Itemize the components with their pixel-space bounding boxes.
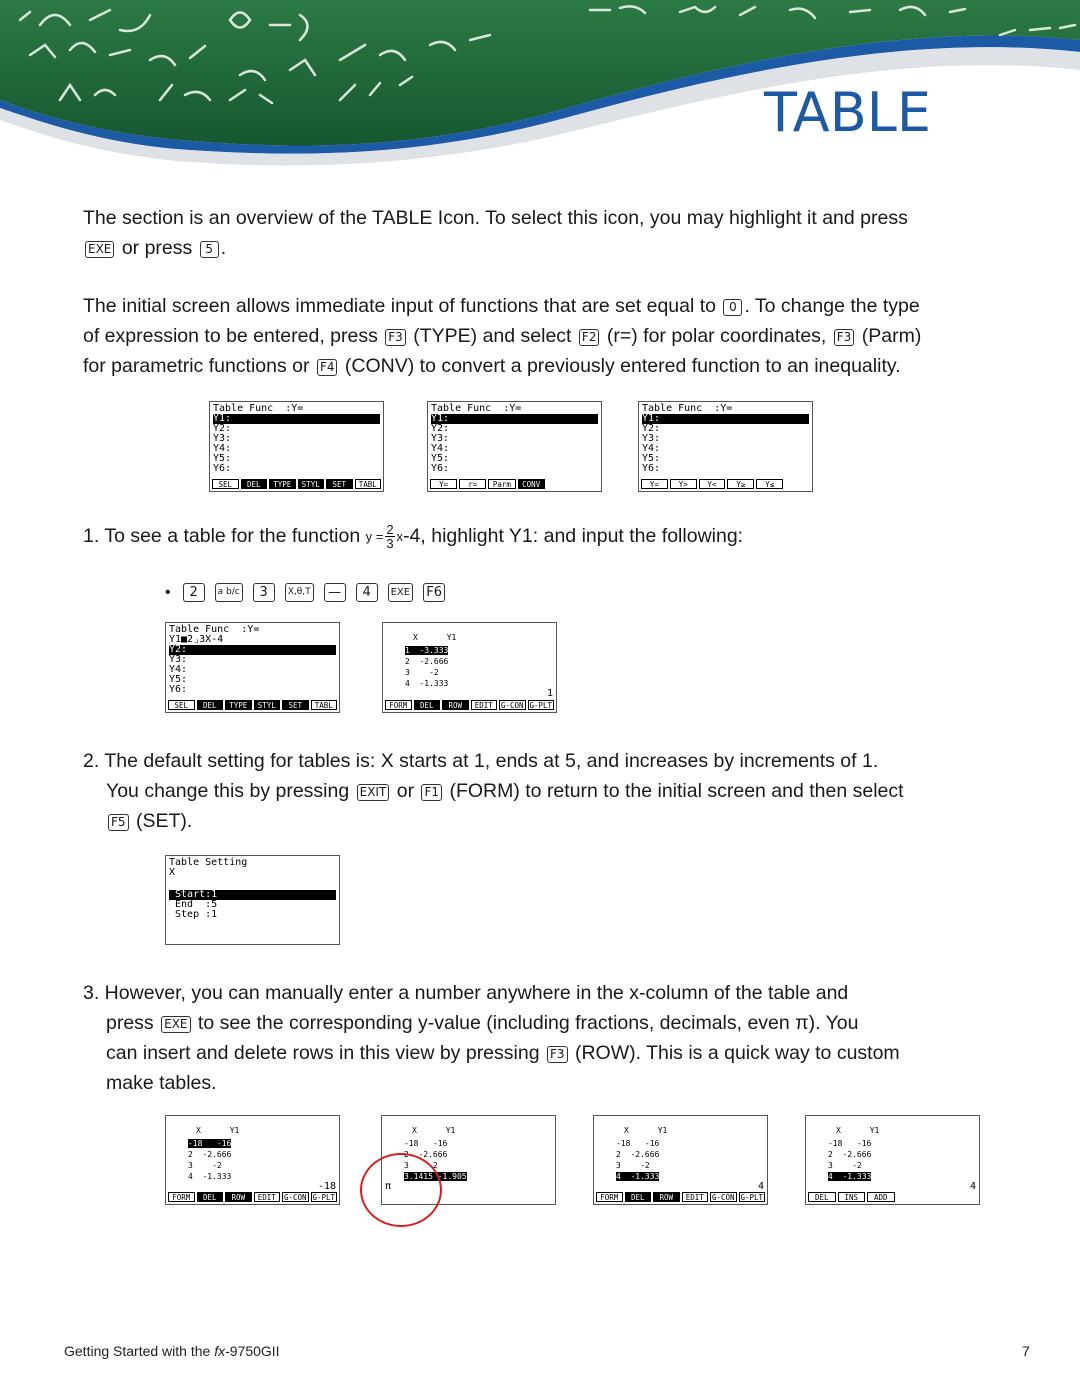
step2-line3: (SET).: [135, 810, 193, 832]
screen-row: Table Func :Y=: [169, 624, 260, 635]
fkey-g-con: G-CON: [283, 1193, 307, 1202]
function-key-bar: [808, 1192, 977, 1202]
f6-key: F6: [423, 583, 445, 602]
screen-row: Y4:: [431, 443, 450, 454]
table-row: 2 -2.666: [188, 1150, 232, 1159]
screen-row: Y5:: [431, 453, 450, 464]
fkey-edit: EDIT: [254, 1192, 281, 1202]
screen-row: Y4:: [213, 443, 232, 454]
screen-row: Table Func :Y=: [213, 403, 304, 414]
fkey-set: SET: [326, 479, 353, 489]
footer-title: [64, 1343, 280, 1359]
table-row: 3 -2: [616, 1161, 650, 1170]
fkey-tabl: TABL: [311, 700, 338, 710]
table-corner-value: 4: [757, 1181, 764, 1192]
fkey-row: ROW: [653, 1192, 680, 1202]
calc-screen-func-entered: [165, 622, 340, 713]
screen-row: Table Func :Y=: [642, 403, 733, 414]
screen-row: Y4:: [642, 443, 661, 454]
table-row: -18 -16: [404, 1139, 448, 1148]
screen-row: Y2:: [642, 423, 661, 434]
screen-row: Y4:: [169, 664, 188, 675]
exe-key: EXE: [85, 241, 114, 258]
calc-screen-type-menu: [427, 401, 602, 492]
table-cell-selected: 4 -1.333: [828, 1172, 872, 1181]
initial-paragraph: [83, 291, 1023, 381]
table-row: 3 -2: [188, 1161, 222, 1170]
fkey-y-ge: Y≥: [727, 479, 754, 489]
key-5: 5: [200, 241, 219, 258]
screen-row-selected: Y1:: [213, 414, 380, 424]
fkey-g-plt: G-PLT: [529, 701, 553, 710]
step3-text: [83, 978, 1023, 1098]
f3-key: F3: [547, 1046, 568, 1063]
table-row: 2 -2.666: [405, 657, 449, 666]
fkey-form: FORM: [168, 1192, 195, 1202]
bullet: •: [165, 583, 171, 601]
step3-line2a: press: [106, 1012, 154, 1034]
table-row: 3 -2: [828, 1161, 862, 1170]
screen-row: Y5:: [213, 453, 232, 464]
table-header: X Y1: [624, 1126, 668, 1135]
intro-line1: The section is an overview of the TABLE Icon. To select this icon, you may highlight it and press: [83, 207, 908, 229]
screen-row: Y2:: [213, 423, 232, 434]
exe-key: EXE: [161, 1016, 190, 1033]
fkey-type: TYPE: [269, 479, 296, 489]
calc-screen-custom-table-3: [593, 1115, 768, 1205]
screen-row: Table Setting: [169, 857, 248, 868]
page-number: 7: [1022, 1343, 1030, 1359]
table-row: 4 -1.333: [188, 1172, 232, 1181]
screen-row: Y1■2⌟3X-4: [169, 634, 224, 645]
exit-key: EXIT: [357, 784, 390, 801]
formula-y: y =: [365, 528, 384, 544]
fkey-del: DEL: [197, 700, 224, 710]
minus-key: —: [324, 583, 346, 602]
intro-paragraph: [83, 203, 1013, 263]
step1-text-b: -4, highlight Y1: and input the following:: [403, 525, 744, 547]
initial-text-2: . To change the type: [744, 295, 920, 317]
fkey-tabl: TABL: [355, 479, 382, 489]
step2-line2c: (FORM) to return to the initial screen and then select: [449, 780, 904, 802]
formula-x: x: [396, 528, 404, 544]
intro-period: .: [220, 237, 227, 259]
function-key-bar: [596, 1192, 765, 1202]
calc-screen-table-settings: [165, 855, 340, 945]
table-row: 2 -2.666: [404, 1150, 448, 1159]
step2-line2a: You change this by pressing: [106, 780, 350, 802]
fkey-ins: INS: [838, 1192, 866, 1202]
calc-screen-conv-menu: [638, 401, 813, 492]
table-row: 3 -2: [405, 668, 439, 677]
fkey-del: DEL: [808, 1192, 836, 1202]
initial-text-7: for parametric functions or: [83, 355, 310, 377]
key-3: 3: [253, 583, 275, 602]
table-row: 3 -2: [404, 1161, 438, 1170]
table-row: [405, 646, 553, 656]
table-header: X Y1: [836, 1126, 880, 1135]
step2-line1: 2. The default setting for tables is: X starts at 1, ends at 5, and increases by increments of 1.: [83, 750, 879, 772]
calc-screen-custom-table-4: [805, 1115, 980, 1205]
screen-row: Step :1: [169, 909, 218, 920]
step2-text: [83, 746, 1023, 836]
fraction-key: a b/c: [215, 583, 243, 602]
initial-text-1: The initial screen allows immediate input of functions that are set equal to: [83, 295, 717, 317]
screen-row: Y6:: [213, 463, 232, 474]
table-row: -18 -16: [828, 1139, 872, 1148]
fkey-y-gt: Y>: [670, 479, 697, 489]
table-row: 2 -2.666: [616, 1150, 660, 1159]
calc-screen-func-list: [209, 401, 384, 492]
table-corner-value: 4: [969, 1181, 976, 1192]
initial-text-3: of expression to be entered, press: [83, 325, 378, 347]
fkey-sel: SEL: [212, 479, 239, 489]
screen-row: Y5:: [169, 674, 188, 685]
step3-line2b: to see the corresponding y-value (including fractions, decimals, even π). You: [197, 1012, 859, 1034]
fkey-del: DEL: [197, 1192, 224, 1202]
table-cell-selected: 1 -3.333: [405, 646, 449, 655]
screen-row: Y3:: [213, 433, 232, 444]
key-0: 0: [723, 299, 742, 316]
table-header: X Y1: [412, 1126, 456, 1135]
formula-denominator: 3: [386, 536, 394, 552]
fkey-row: ROW: [442, 700, 469, 710]
fkey-y-lt: Y<: [699, 479, 726, 489]
screen-row: Y3:: [642, 433, 661, 444]
step3-line3b: (ROW). This is a quick way to custom: [574, 1042, 900, 1064]
f4-key: F4: [317, 359, 338, 376]
table-corner-value: 1: [546, 688, 553, 699]
function-key-bar: [641, 479, 810, 489]
formula: [366, 522, 403, 552]
formula-numerator: 2: [386, 522, 394, 538]
screen-row: Y3:: [431, 433, 450, 444]
pi-entry: π: [385, 1181, 392, 1192]
fkey-row: ROW: [225, 1192, 252, 1202]
footer-model: -9750GII: [225, 1343, 280, 1359]
screen-row: Y6:: [431, 463, 450, 474]
table-row: -18 -16: [616, 1139, 660, 1148]
key-4: 4: [356, 583, 378, 602]
initial-text-8: (CONV) to convert a previously entered function to an inequality.: [344, 355, 901, 377]
page-title: TABLE: [764, 81, 931, 144]
f3-key-b: F3: [834, 329, 855, 346]
function-key-bar: [385, 700, 554, 710]
fkey-parm: Parm: [488, 479, 515, 489]
table-header: X Y1: [196, 1126, 240, 1135]
fkey-r-equals: r=: [459, 479, 486, 489]
screen-row: End :5: [169, 899, 218, 910]
table-corner-value: -18: [317, 1181, 336, 1192]
screen-row: Y6:: [642, 463, 661, 474]
fkey-sel: SEL: [168, 700, 195, 710]
fkey-del: DEL: [414, 700, 441, 710]
screen-row: Y2:: [431, 423, 450, 434]
function-key-bar: [430, 479, 599, 489]
fkey-add: ADD: [867, 1192, 895, 1202]
xthetat-key: X,θ,T: [285, 583, 314, 602]
table-cell-selected: 3.1415 -1.905: [404, 1172, 467, 1181]
step1-text-a: 1. To see a table for the function: [83, 525, 361, 547]
table-cell-selected: -18 -16: [188, 1139, 232, 1148]
footer-model-prefix: fx: [214, 1343, 226, 1359]
fkey-edit: EDIT: [471, 700, 498, 710]
function-key-bar: [168, 1192, 337, 1202]
fkey-set: SET: [282, 700, 309, 710]
screen-row-selected: Y2:: [169, 645, 336, 655]
highlight-circle: [360, 1153, 442, 1227]
fkey-y-equals: Y=: [430, 479, 457, 489]
screen-row: Y5:: [642, 453, 661, 464]
screen-row: Table Func :Y=: [431, 403, 522, 414]
step2-line2b: or: [396, 780, 415, 802]
fkey-del: DEL: [625, 1192, 652, 1202]
f5-key: F5: [108, 814, 129, 831]
screen-row-selected: Y1:: [642, 414, 809, 424]
initial-text-5: (r=) for polar coordinates,: [606, 325, 827, 347]
fkey-g-plt: G-PLT: [740, 1193, 764, 1202]
calc-screen-table: [382, 622, 557, 713]
function-key-bar: [168, 700, 337, 710]
f3-key: F3: [385, 329, 406, 346]
table-row: 4 -1.333: [405, 679, 449, 688]
screen-row: Y3:: [169, 654, 188, 665]
key-2: 2: [183, 583, 205, 602]
screen-row: X: [169, 867, 176, 878]
initial-text-4: (TYPE) and select: [413, 325, 572, 347]
fkey-styl: STYL: [254, 700, 281, 710]
step3-line1: 3. However, you can manually enter a number anywhere in the x-column of the table and: [83, 982, 849, 1004]
screen-row-selected: Start:1: [169, 890, 336, 900]
fkey-del: DEL: [241, 479, 268, 489]
screen-row-selected: Y1:: [431, 414, 598, 424]
fkey-y-eq: Y=: [641, 479, 668, 489]
function-key-bar: [212, 479, 381, 489]
fkey-edit: EDIT: [682, 1192, 709, 1202]
f2-key: F2: [579, 329, 600, 346]
table-cell-selected: 4 -1.333: [616, 1172, 660, 1181]
f1-key: F1: [421, 784, 442, 801]
initial-text-6: (Parm): [861, 325, 922, 347]
fkey-y-le: Y≤: [756, 479, 783, 489]
step3-line4: make tables.: [106, 1072, 217, 1094]
fkey-g-con: G-CON: [711, 1193, 735, 1202]
fkey-g-plt: G-PLT: [312, 1193, 336, 1202]
step1-text: [83, 521, 983, 552]
fkey-form: FORM: [596, 1192, 623, 1202]
table-header: X Y1: [413, 633, 457, 642]
table-row: [828, 1172, 976, 1182]
footer-text: Getting Started with the: [64, 1343, 215, 1359]
table-row: 2 -2.666: [828, 1150, 872, 1159]
table-row: [188, 1139, 336, 1149]
fkey-form: FORM: [385, 700, 412, 710]
screen-row: Y6:: [169, 684, 188, 695]
step3-line3a: can insert and delete rows in this view by pressing: [106, 1042, 540, 1064]
keystroke-sequence: [165, 583, 447, 602]
exe-key: EXE: [388, 583, 414, 602]
intro-or-press: or press: [121, 237, 193, 259]
table-row: [616, 1172, 764, 1182]
fkey-type: TYPE: [225, 700, 252, 710]
calc-screen-custom-table-1: [165, 1115, 340, 1205]
fkey-conv: CONV: [518, 479, 545, 489]
fkey-g-con: G-CON: [500, 701, 524, 710]
fkey-styl: STYL: [298, 479, 325, 489]
